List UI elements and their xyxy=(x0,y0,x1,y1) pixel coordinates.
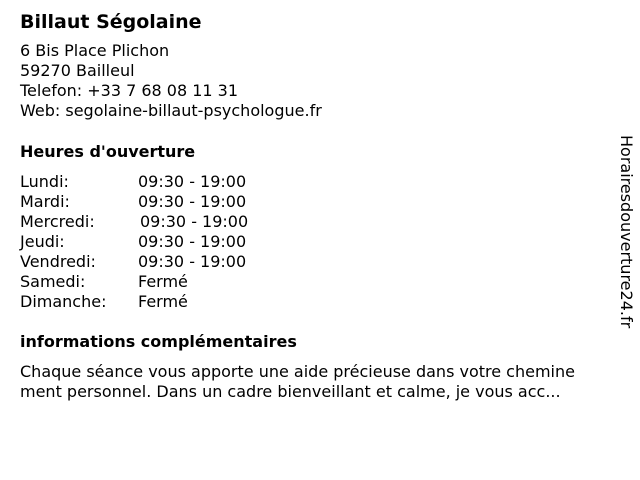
time-value: 09:30 - 19:00 xyxy=(138,252,247,271)
day-label: Lundi: xyxy=(20,172,69,191)
opening-hours-heading: Heures d'ouverture xyxy=(20,142,196,161)
website-link[interactable]: Web: segolaine-billaut-psychologue.fr xyxy=(20,101,322,120)
business-card xyxy=(20,9,610,402)
phone-number[interactable]: Telefon: +33 7 68 08 11 31 xyxy=(20,81,239,100)
business-name: Billaut Ségolaine xyxy=(20,11,202,33)
day-label: Vendredi: xyxy=(20,252,96,271)
time-value: 09:30 - 19:00 xyxy=(140,212,249,231)
time-value: 09:30 - 19:00 xyxy=(138,232,247,251)
address-street: 6 Bis Place Plichon xyxy=(20,41,170,60)
hours-row-monday xyxy=(20,172,610,192)
time-value: Fermé xyxy=(138,292,188,311)
hours-row-wednesday xyxy=(20,212,610,232)
info-text-line: Chaque séance vous apporte une aide précieuse dans votre chemine xyxy=(20,362,575,381)
day-label: Dimanche: xyxy=(20,292,107,311)
hours-row-saturday xyxy=(20,272,610,292)
site-watermark xyxy=(611,135,640,345)
additional-info-heading: informations complémentaires xyxy=(20,332,297,351)
day-label: Jeudi: xyxy=(20,232,65,251)
hours-row-tuesday xyxy=(20,192,610,212)
day-label: Mercredi: xyxy=(20,212,95,231)
site-watermark-text: Horairesdouverture24.fr xyxy=(617,135,636,329)
hours-row-thursday xyxy=(20,232,610,252)
info-text-line: ment personnel. Dans un cadre bienveillant et calme, je vous acc... xyxy=(20,382,561,401)
day-label: Mardi: xyxy=(20,192,70,211)
additional-info-text xyxy=(20,362,620,402)
hours-row-sunday xyxy=(20,292,610,312)
time-value: 09:30 - 19:00 xyxy=(138,192,247,211)
day-label: Samedi: xyxy=(20,272,86,291)
address-city: 59270 Bailleul xyxy=(20,61,135,80)
hours-row-friday xyxy=(20,252,610,272)
time-value: Fermé xyxy=(138,272,188,291)
opening-hours-table xyxy=(20,172,610,312)
time-value: 09:30 - 19:00 xyxy=(138,172,247,191)
